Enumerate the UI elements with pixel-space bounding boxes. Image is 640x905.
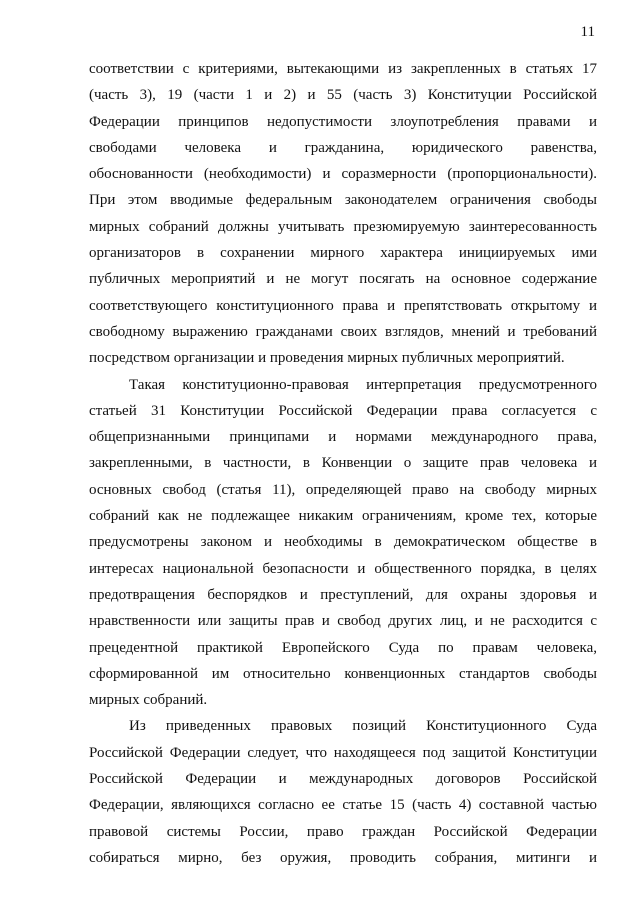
page-number: 11	[580, 24, 595, 40]
text-line: Федерации принципов недопустимости злоупотребления правами и	[89, 113, 597, 130]
text-line: Российской Федерации и международных договоров Российской	[89, 771, 597, 788]
text-line: предотвращения беспорядков и преступлений, для охраны здоровья и	[89, 586, 597, 603]
text-line: Российской Федерации следует, что находящееся под защитой Конституции	[89, 744, 597, 761]
document-body	[89, 56, 597, 871]
text-line: прецедентной практикой Европейского Суда по правам человека,	[89, 639, 597, 656]
paragraph	[89, 713, 597, 871]
text-line: свободами человека и гражданина, юридического равенства,	[89, 139, 597, 156]
text-line: мирных собраний должны учитывать презюмируемую заинтересованность	[89, 218, 597, 235]
text-line: публичных мероприятий и не могут посягать на основное содержание	[89, 271, 597, 288]
text-line: соответствии с критериями, вытекающими из закрепленных в статьях 17	[89, 61, 597, 77]
text-line: организаторов в сохранении мирного характера инициируемых ими	[89, 245, 597, 262]
text-line: обоснованности (необходимости) и соразмерности (пропорциональности).	[89, 166, 597, 183]
text-line: нравственности или защиты прав и свобод других лиц, и не расходится с	[89, 613, 597, 630]
text-line: мирных собраний.	[89, 692, 208, 709]
paragraph	[89, 372, 597, 714]
text-line: собираться мирно, без оружия, проводить собрания, митинги и	[89, 849, 597, 866]
text-line: При этом вводимые федеральным законодателем ограничения свободы	[89, 192, 597, 209]
text-line: Такая конституционно-правовая интерпретация предусмотренного	[129, 376, 597, 393]
text-line: сформированной им относительно конвенционных стандартов свободы	[89, 665, 597, 682]
text-line: предусмотрены законом и необходимы в демократическом обществе в	[89, 534, 597, 551]
text-line: (часть 3), 19 (части 1 и 2) и 55 (часть 3) Конституции Российской	[89, 87, 597, 104]
text-line: свободному выражению гражданами своих взглядов, мнений и требований	[89, 323, 597, 340]
text-line: общепризнанными принципами и нормами международного права,	[89, 429, 597, 446]
text-line: правовой системы России, право граждан Российской Федерации	[89, 823, 597, 840]
paragraph	[89, 56, 597, 372]
text-line: интересах национальной безопасности и общественного порядка, в целях	[89, 560, 597, 577]
text-line: посредством организации и проведения мирных публичных мероприятий.	[89, 350, 565, 367]
text-line: Федерации, являющихся согласно ее статье 15 (часть 4) составной частью	[89, 797, 597, 814]
text-line: соответствующего конституционного права и препятствовать открытому и	[89, 297, 597, 314]
text-line: статьей 31 Конституции Российской Федерации права согласуется с	[89, 402, 597, 419]
text-line: Из приведенных правовых позиций Конституционного Суда	[129, 718, 597, 735]
text-line: основных свобод (статья 11), определяющей право на свободу мирных	[89, 481, 597, 498]
text-line: закрепленными, в частности, в Конвенции о защите прав человека и	[89, 455, 597, 472]
text-line: собраний как не подлежащее никаким ограничениям, кроме тех, которые	[89, 508, 597, 525]
